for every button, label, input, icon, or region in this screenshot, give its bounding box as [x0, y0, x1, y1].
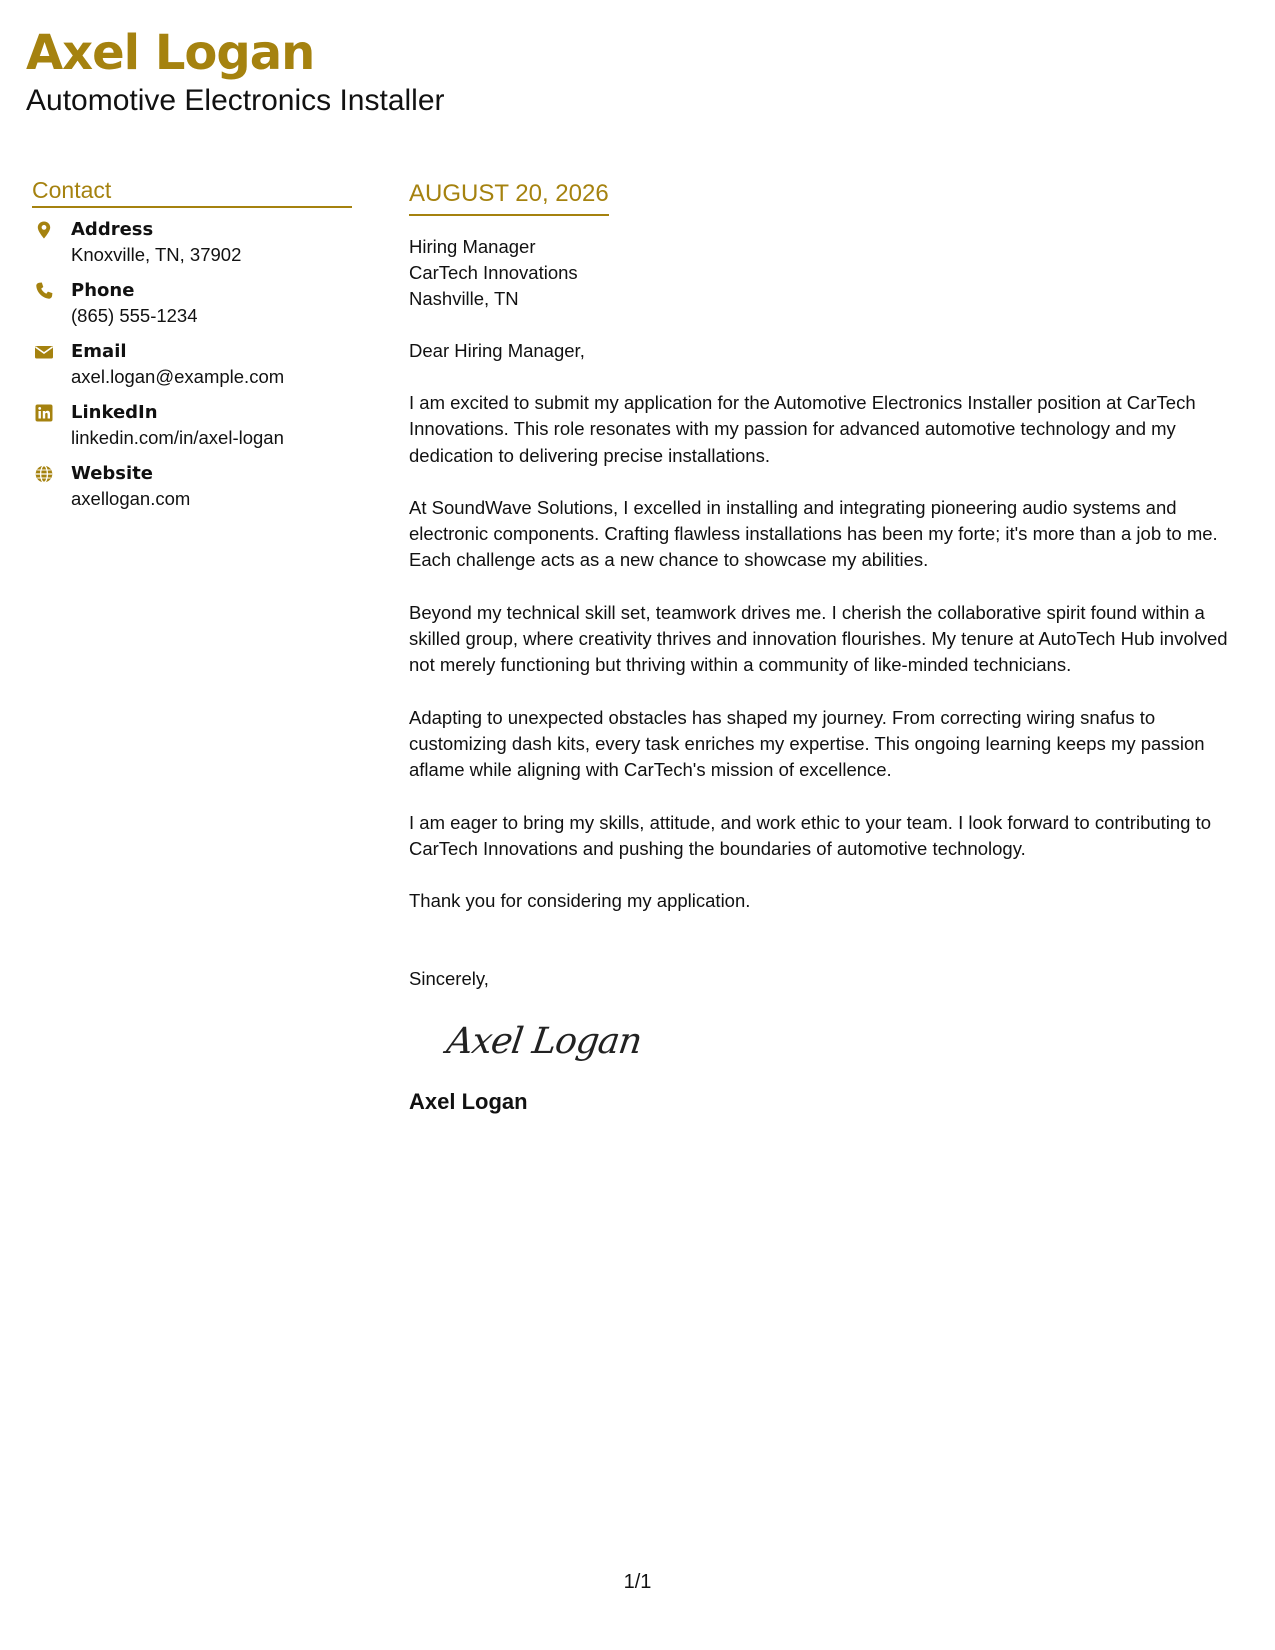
- contact-value: axel.logan@example.com: [71, 366, 285, 387]
- contact-label: Phone: [71, 280, 135, 301]
- contact-item-phone: [32, 279, 352, 328]
- letter-paragraph: At SoundWave Solutions, I excelled in installing and integrating pioneering audio systems and electronic components. Crafting flawless installations has been my forte; it's more than a job to me. Each challenge acts as a new chance to showcase my abilities.: [409, 496, 1218, 571]
- contact-item-address: [32, 218, 352, 267]
- letter-paragraph: I am eager to bring my skills, attitude, and work ethic to your team. I look forward to contributing to CarTech Innovations and pushing the boundaries of automotive technology.: [409, 811, 1212, 859]
- linkedin-icon: [34, 403, 54, 423]
- salutation: Dear Hiring Manager,: [409, 340, 585, 361]
- letter-paragraph: Beyond my technical skill set, teamwork drives me. I cherish the collaborative spirit found within a skilled group, where creativity thrives and innovation flourishes. My tenure at AutoTech Hub involved not merely functioning but thriving within a community of like-minded technicians.: [409, 601, 1228, 676]
- recipient-line: Nashville, TN: [409, 288, 519, 309]
- letter-paragraph: Thank you for considering my application.: [409, 890, 751, 912]
- letter-date: AUGUST 20, 2026: [409, 178, 609, 216]
- page-number: 1/1: [623, 1571, 652, 1593]
- contact-item-email: [32, 340, 352, 389]
- contact-sidebar: [32, 176, 352, 523]
- contact-value[interactable]: linkedin.com/in/axel-logan: [71, 427, 284, 448]
- email-icon: [34, 342, 54, 362]
- contact-value: (865) 555-1234: [71, 305, 198, 326]
- contact-value[interactable]: axellogan.com: [71, 488, 191, 509]
- applicant-name: Axel Logan: [26, 25, 315, 81]
- signed-name: Axel Logan: [409, 1089, 528, 1115]
- letter-paragraph: I am excited to submit my application for the Automotive Electronics Installer position at CarTech Innovations. This role resonates with my passion for advanced automotive technology and my dedication to delivering precise installations.: [409, 392, 1196, 466]
- recipient-block: [409, 234, 1249, 312]
- contact-label: Address: [71, 219, 154, 240]
- letter-body: [409, 178, 1249, 1116]
- globe-icon: [34, 464, 54, 484]
- recipient-line: CarTech Innovations: [409, 262, 578, 283]
- letter-paragraph: Adapting to unexpected obstacles has shaped my journey. From correcting wiring snafus to customizing dash kits, every task enriches my expertise. This ongoing learning keeps my passion aflame while aligning with CarTech's mission of excellence.: [409, 706, 1205, 781]
- closing: Sincerely,: [409, 968, 489, 990]
- contact-label: Website: [71, 463, 154, 484]
- contact-heading: Contact: [32, 176, 352, 208]
- recipient-line: Hiring Manager: [409, 236, 536, 257]
- map-pin-icon: [34, 220, 54, 240]
- contact-item-linkedin: [32, 401, 352, 450]
- contact-item-website: [32, 462, 352, 511]
- phone-icon: [34, 281, 54, 301]
- contact-label: LinkedIn: [71, 402, 158, 423]
- contact-label: Email: [71, 341, 127, 362]
- handwritten-signature: Axel Logan: [444, 1021, 644, 1063]
- applicant-job-title: Automotive Electronics Installer: [26, 84, 445, 117]
- contact-value: Knoxville, TN, 37902: [71, 244, 242, 265]
- letter-header: [26, 22, 445, 118]
